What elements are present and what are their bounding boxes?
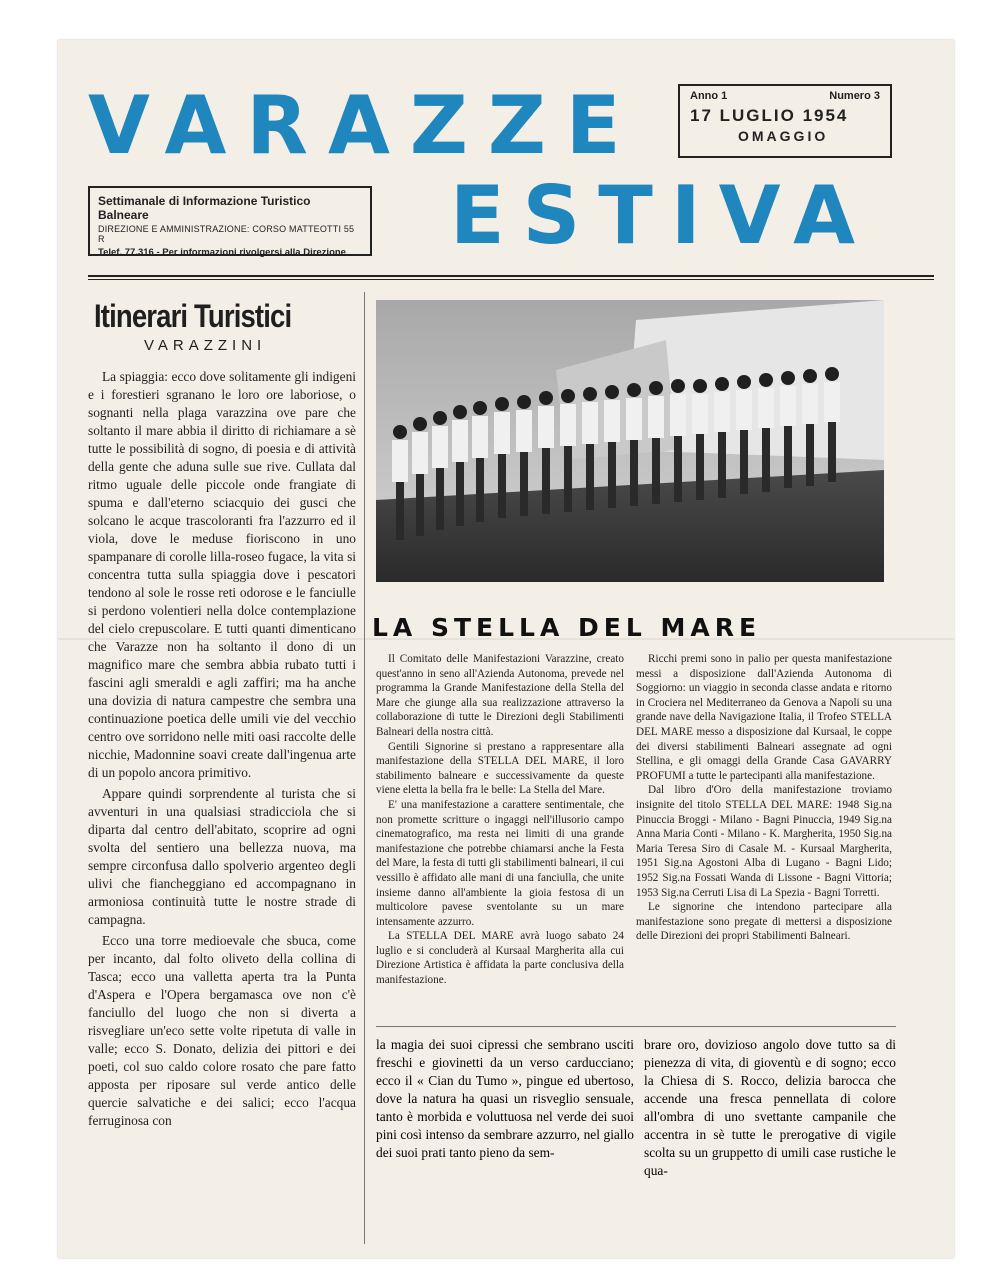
left-article-continuation-1 [376, 1036, 634, 1162]
section-rule [376, 1026, 896, 1027]
left-article-subtitle: VARAZZINI [144, 337, 267, 354]
paragraph: Ricchi premi sono in palio per questa manifestazione messi a disposizione dall'Azienda Autonoma di Soggiorno: un viaggio in seconda classe andata e ritorno in Crociera nel Mediterraneo da Genova a Napoli su una grande nave della Navigazione Italia, il Trofeo STELLA DEL MARE messo a disposizione dal Kursaal, le coppe dei diversi stabilimenti Balneari assegnate ad ogni Stellina, e gli omaggi della Grande Casa GAVARRY PROFUMI a tutte le partecipanti alla manifestazione. [636, 653, 892, 782]
paragraph: la magia dei suoi cipressi che sembrano usciti freschi e giovinetti da un verso carducciano; ecco il « Cian du Tumo », pingue ed ubertoso, dove la natura ha quasi un risveglio sensuale, tanto è morbida e voluttuosa nel verde dei suoi pini così intenso da sembrare azzurro, nel giallo dei suoi prati tanto pieno da sem- [376, 1037, 634, 1160]
issue-number: Numero 3 [829, 90, 880, 102]
feature-title: LA STELLA DEL MARE [372, 613, 762, 642]
paragraph: Le signorine che intendono partecipare alla manifestazione sono pregate di mettersi a disposizione delle Direzioni dei propri Stabilimenti Balneari. [636, 901, 892, 943]
paragraph: Appare quindi sorprendente al turista che si avventuri in una qualsiasi stradicciola che si diparta dal centro dell'abitato, scoprire ad ogni svolta del sentiero una bellezza nuova, ma sempre circonfusa dallo spolverio argenteo degli ulivi che fiancheggiano ed accompagnano in armoniosa continuità tutte le nostre strade di campagna. [88, 786, 356, 927]
publisher-address: DIREZIONE E AMMINISTRAZIONE: CORSO MATTEOTTI 55 R [98, 224, 355, 244]
feature-column-2 [636, 652, 892, 944]
masthead-rule-thin [88, 279, 934, 280]
publisher-info-box [88, 186, 372, 256]
left-article-continuation-2 [644, 1036, 896, 1180]
photo-image [376, 300, 884, 582]
paragraph: E' una manifestazione a carattere sentimentale, che non promette scritture o ingaggi nell'illusorio campo cinematografico, ma resta nei limiti di una grande manifestazione che potrebbe chiamarsi anche la Festa del Mare, la festa di tutti gli stabilimenti balneari, il cui vessillo è affidato alle mani di una fanciulla, che unite insieme danno all'ambiente la gioia festosa di un multicolore pavese sventolante su un mare intensamente azzurro. [376, 798, 624, 928]
paragraph: Ecco una torre medioevale che sbuca, come per incanto, dal folto oliveto della collina di Tasca; ecco una valletta aperta tra la Punta d'Aspera e l'Opera bergamasca ove non c'è fanciullo del luogo che non si diverta a risvegliare un'eco sette volte ripetuta di valle in valle; ecco S. Donato, delizia dei pittori e dei poeti, col suo caldo colore rosato che pare fatto apposta per riposare sul verde antico delle quercie salvatiche e dei salici; ecco l'acqua ferruginosa con [88, 933, 356, 1128]
issue-price: OMAGGIO [738, 128, 829, 144]
paragraph: Gentili Signorine si prestano a rappresentare alla manifestazione della STELLA DEL MARE, il loro stabilimento balneare e successivamente da queste viene eletta la bella fra le belle: La Stella del Mare. [376, 740, 624, 797]
issue-date-box [678, 84, 892, 158]
paragraph: brare oro, dovizioso angolo dove tutto sa di pienezza di vita, di gioventù e di sogno; ecco la Chiesa di S. Rocco, delizia barocca che accende una fresca pennellata di colore all'ombra di uno svettante campanile che accentra in sè tutte le prerogative di vigile scolta su un gruppetto di umili case rustiche le qua- [644, 1037, 896, 1178]
paragraph: Dal libro d'Oro della manifestazione troviamo insignite del titolo STELLA DEL MARE: 1948 Sig.na Pinuccia Broggi - Milano - Bagni Pinuccia, 1949 Sig.na Anna Maria Conti - Milano - K. Margherita, 1950 Sig.na Maria Teresa Siro di Casale M. - Kursaal Margherita, 1951 Sig.na Agostoni Alba di Lugano - Bagni Lido; 1952 Sig.na Fossati Wanda di Lissone - Bagni Vittoria; 1953 Sig.na Cerruti Lisa di La Spezia - Bagni Torretti. [636, 784, 892, 899]
left-article [88, 292, 356, 1130]
masthead-title-line2: ESTIVA [450, 169, 873, 262]
publisher-phone: Telef. 77.316 - Per informazioni rivolgersi alla Direzione [98, 247, 346, 258]
newspaper-page [58, 40, 954, 1258]
paragraph: La spiaggia: ecco dove solitamente gli indigeni e i forestieri sgranano le loro ore laboriose, o sognanti nella plaga varazzina ove pare che soltanto il mare abbia il diritto di richiamare a sè tutte le possibilità di sogno, di poesia e di attività della gente che aduna sulle sue rive. Cullata dal ritmo uguale delle piccole onde frangiate di spuma e dall'eterno sciacquio dei gusci che solcano le acque trascoloranti fra l'azzurro ed il viola, dove le meduse fioriscono in uno spampanare di corolle lilla-roseo fugace, la vita si concentra tutta sulla spiaggia dove i pescatori tendono al sole le rosse reti odorose e le fanciulle si perdono volentieri nella dolce contemplazione del cielo crepuscolare. E tutti quanti dimenticano che Varazze non ha soltanto il dono di un magnifico mare che sembra abbia rubato tutti i fascini agli smeraldi e agli zaffiri; ma ha anche una dovizia di natura campestre che sembra una continuazione poetica delle umili vie del vecchio centro ove sorridono nelle miti oasi raccolte delle nicchie, Madonnine soavi create dall'ingenua arte di un popolo ancora primitivo. [88, 369, 356, 780]
masthead-rule [88, 275, 934, 277]
paragraph: Il Comitato delle Manifestazioni Varazzine, creato quest'anno in seno all'Azienda Autonoma, prevede nel programma la Grande Manifestazione della Stella del Mare che giunge alla sua realizzazione attraverso la collaborazione di tutte le Direzioni degli Stabilimenti Balneari della nostra città. [376, 653, 624, 738]
masthead-title-line1: VARAZZE [88, 79, 641, 172]
left-article-title: Itinerari Turistici [94, 298, 292, 334]
left-article-body [88, 368, 356, 1130]
paragraph: La STELLA DEL MARE avrà luogo sabato 24 luglio e si concluderà al Kursaal Margherita alla cui Direzione Artistica è affidata la parte conclusiva della manifestazione. [376, 930, 624, 987]
publisher-tagline: Settimanale di Informazione Turistico Balneare [98, 194, 311, 222]
issue-year: Anno 1 [690, 90, 728, 102]
beauty-contest-photo [376, 300, 884, 582]
column-rule [364, 292, 365, 1244]
feature-column-1 [376, 652, 624, 988]
issue-date: 17 LUGLIO 1954 [690, 106, 849, 125]
